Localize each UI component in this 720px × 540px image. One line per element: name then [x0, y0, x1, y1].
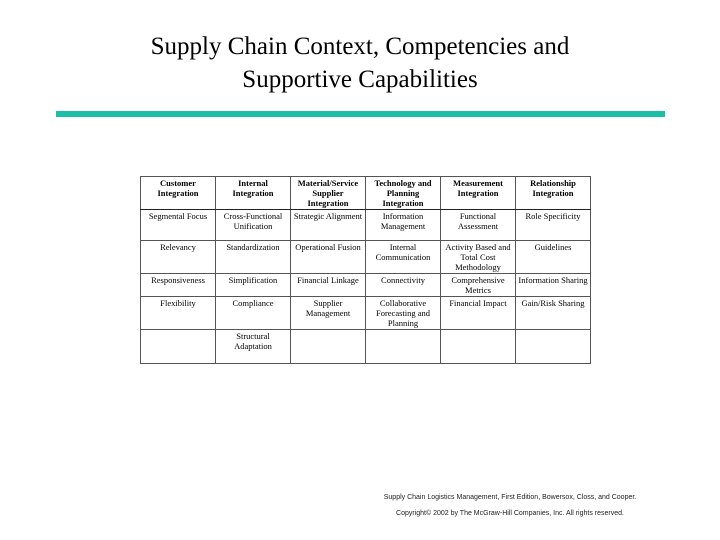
slide-title-line-2: Supportive Capabilities: [242, 66, 478, 93]
header-internal-integration: Internal Integration: [216, 177, 291, 210]
table-cell: Guidelines: [516, 241, 591, 274]
table-cell: Operational Fusion: [291, 241, 366, 274]
table-cell: Gain/Risk Sharing: [516, 297, 591, 330]
table-row: [141, 241, 591, 274]
table-cell: Simplification: [216, 274, 291, 297]
table-cell: Information Management: [366, 210, 441, 241]
header-measurement-integration: Measurement Integration: [441, 177, 516, 210]
table-cell: Financial Linkage: [291, 274, 366, 297]
table-cell: [516, 330, 591, 364]
header-technology-planning-integration: Technology and Planning Integration: [366, 177, 441, 210]
header-customer-integration: Customer Integration: [141, 177, 216, 210]
table-cell: Functional Assessment: [441, 210, 516, 241]
table-cell: [141, 330, 216, 364]
footer-copyright: Copyright© 2002 by The McGraw-Hill Companies, Inc. All rights reserved.: [396, 510, 624, 517]
table-row: [141, 210, 591, 241]
table-cell: Connectivity: [366, 274, 441, 297]
table-cell: Relevancy: [141, 241, 216, 274]
table-cell: Responsiveness: [141, 274, 216, 297]
table-cell: Strategic Alignment: [291, 210, 366, 241]
table-cell: [441, 330, 516, 364]
table-cell: Internal Communication: [366, 241, 441, 274]
table-cell: [366, 330, 441, 364]
table-cell: Flexibility: [141, 297, 216, 330]
table-cell: [291, 330, 366, 364]
capabilities-table-container: [140, 176, 591, 354]
table-header-row: [141, 177, 591, 210]
table-cell: Information Sharing: [516, 274, 591, 297]
table-row: [141, 297, 591, 330]
table-cell: Compliance: [216, 297, 291, 330]
header-supplier-integration: Material/Service Supplier Integration: [291, 177, 366, 210]
table-cell: Supplier Management: [291, 297, 366, 330]
table-cell: Comprehensive Metrics: [441, 274, 516, 297]
table-cell: Cross-Functional Unification: [216, 210, 291, 241]
footer-citation: Supply Chain Logistics Management, First Edition, Bowersox, Closs, and Cooper.: [383, 494, 637, 501]
slide-title: [0, 30, 720, 96]
table-cell: Segmental Focus: [141, 210, 216, 241]
header-relationship-integration: Relationship Integration: [516, 177, 591, 210]
capabilities-table: [140, 176, 591, 364]
table-cell: Role Specificity: [516, 210, 591, 241]
table-cell: Activity Based and Total Cost Methodology: [441, 241, 516, 274]
table-row: [141, 330, 591, 364]
table-cell: Structural Adaptation: [216, 330, 291, 364]
table-cell: Collaborative Forecasting and Planning: [366, 297, 441, 330]
table-row: [141, 274, 591, 297]
table-cell: Standardization: [216, 241, 291, 274]
table-cell: Financial Impact: [441, 297, 516, 330]
slide-title-line-1: Supply Chain Context, Competencies and: [150, 33, 570, 60]
title-underline-bar: [56, 111, 665, 117]
